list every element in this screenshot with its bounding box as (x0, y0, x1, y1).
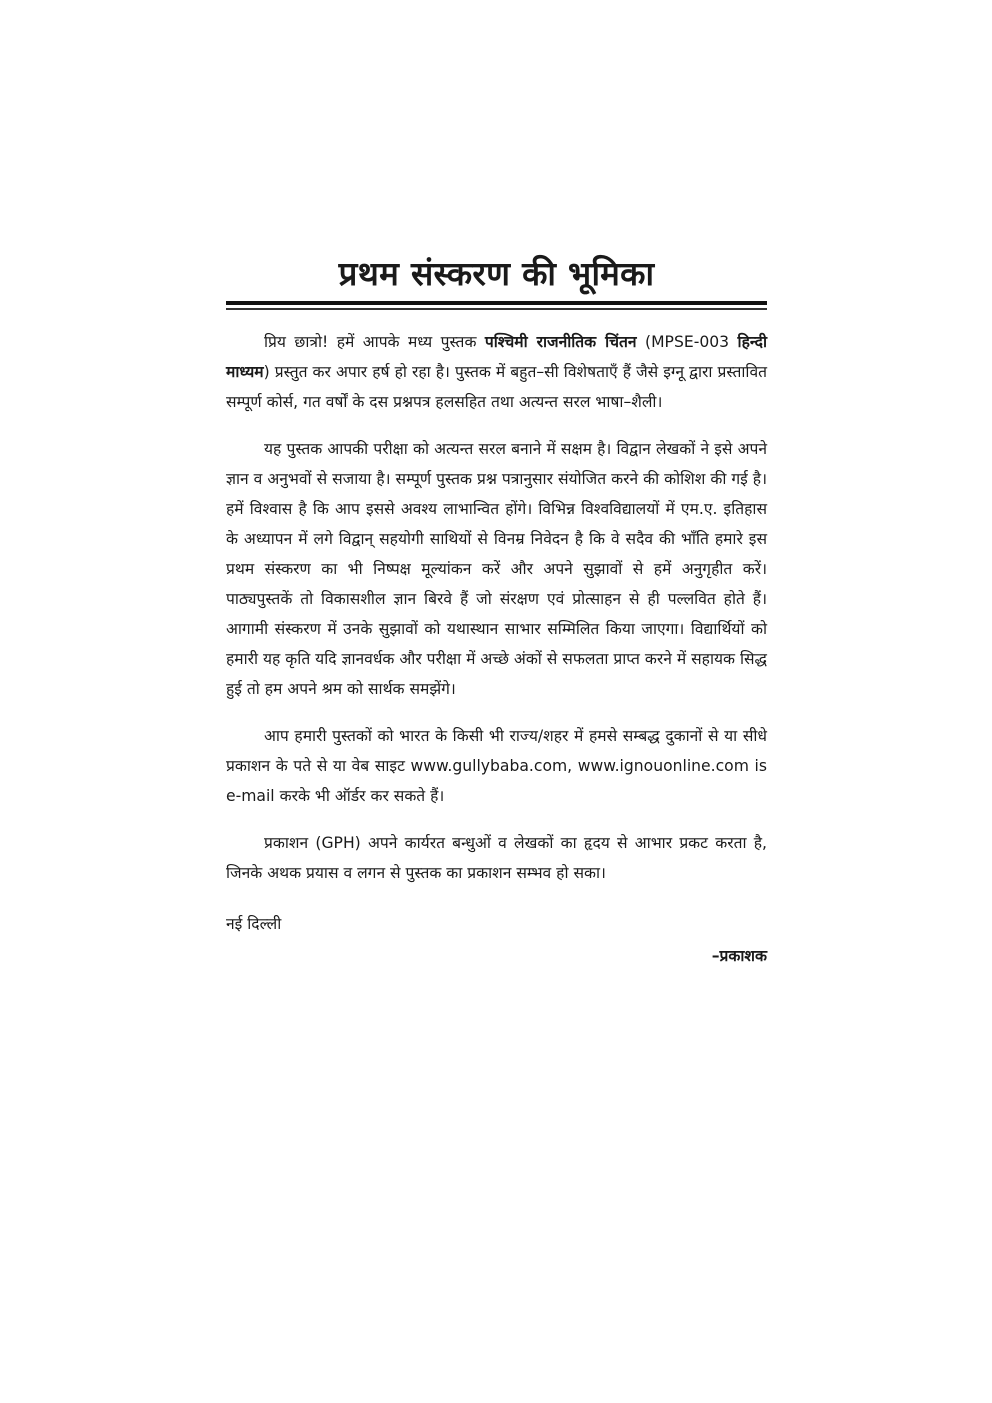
paragraph-intro (226, 327, 767, 417)
paragraph-acknowledgement: प्रकाशन (GPH) अपने कार्यरत बन्धुओं व लेखकों का हृदय से आभार प्रकट करता है, जिनके अथक प्रयास व लगन से पुस्तक का प्रकाशन सम्भव हो सका। (226, 833, 767, 882)
publisher-signature: –प्रकाशक (711, 946, 767, 965)
title-rule-thin (226, 308, 767, 310)
paragraph-ordering: आप हमारी पुस्तकों को भारत के किसी भी राज्य/शहर में हमसे सम्बद्ध दुकानों से या सीधे प्रकाशन के पते से या वेब साइट www.gullybaba.com, www.ignouonline.com is e-mail करके भी ऑर्डर कर सकते हैं। (226, 726, 767, 805)
intro-text-b: (MPSE-003 (636, 332, 738, 351)
intro-text-a: प्रिय छात्रो! हमें आपके मध्य पुस्तक (264, 332, 485, 351)
page-title: प्रथम संस्करण की भूमिका (338, 254, 655, 293)
place-label: नई दिल्ली (226, 914, 282, 933)
medium-label: हिन्दी माध्यम (226, 332, 767, 381)
preface-page (226, 250, 767, 971)
intro-text-c: ) प्रस्तुत कर अपार हर्ष हो रहा है। पुस्तक में बहुत–सी विशेषताएँ हैं जैसे इग्नू द्वारा प्रस्तावित सम्पूर्ण कोर्स, गत वर्षों के दस प्रश्नपत्र हलसहित तथा अत्यन्त सरल भाषा–शैली। (226, 362, 767, 411)
book-title: पश्चिमी राजनीतिक चिंतन (484, 332, 637, 351)
title-rule-thick (226, 301, 767, 305)
paragraph-about-book: यह पुस्तक आपकी परीक्षा को अत्यन्त सरल बनाने में सक्षम है। विद्वान लेखकों ने इसे अपने ज्ञान व अनुभवों से सजाया है। सम्पूर्ण पुस्तक प्रश्न पत्रानुसार संयोजित करने की कोशिश की गई है। हमें विश्वास है कि आप इससे अवश्य लाभान्वित होंगे। विभिन्न विश्वविद्यालयों में एम.ए. इतिहास के अध्यापन में लगे विद्वान् सहयोगी साथियों से विनम्र निवेदन है कि वे सदैव की भाँति हमारे इस प्रथम संस्करण का भी निष्पक्ष मूल्यांकन करें और अपने सुझावों से हमें अनुगृहीत करें। पाठ्यपुस्तकें तो विकासशील ज्ञान बिरवे हैं जो संरक्षण एवं प्रोत्साहन से ही पल्लवित होते हैं। आगामी संस्करण में उनके सुझावों को यथास्थान साभार सम्मिलित किया जाएगा। विद्यार्थियों को हमारी यह कृति यदि ज्ञानवर्धक और परीक्षा में अच्छे अंकों से सफलता प्राप्त करने में सहायक सिद्ध हुई तो हम अपने श्रम को सार्थक समझेंगे। (226, 439, 768, 698)
